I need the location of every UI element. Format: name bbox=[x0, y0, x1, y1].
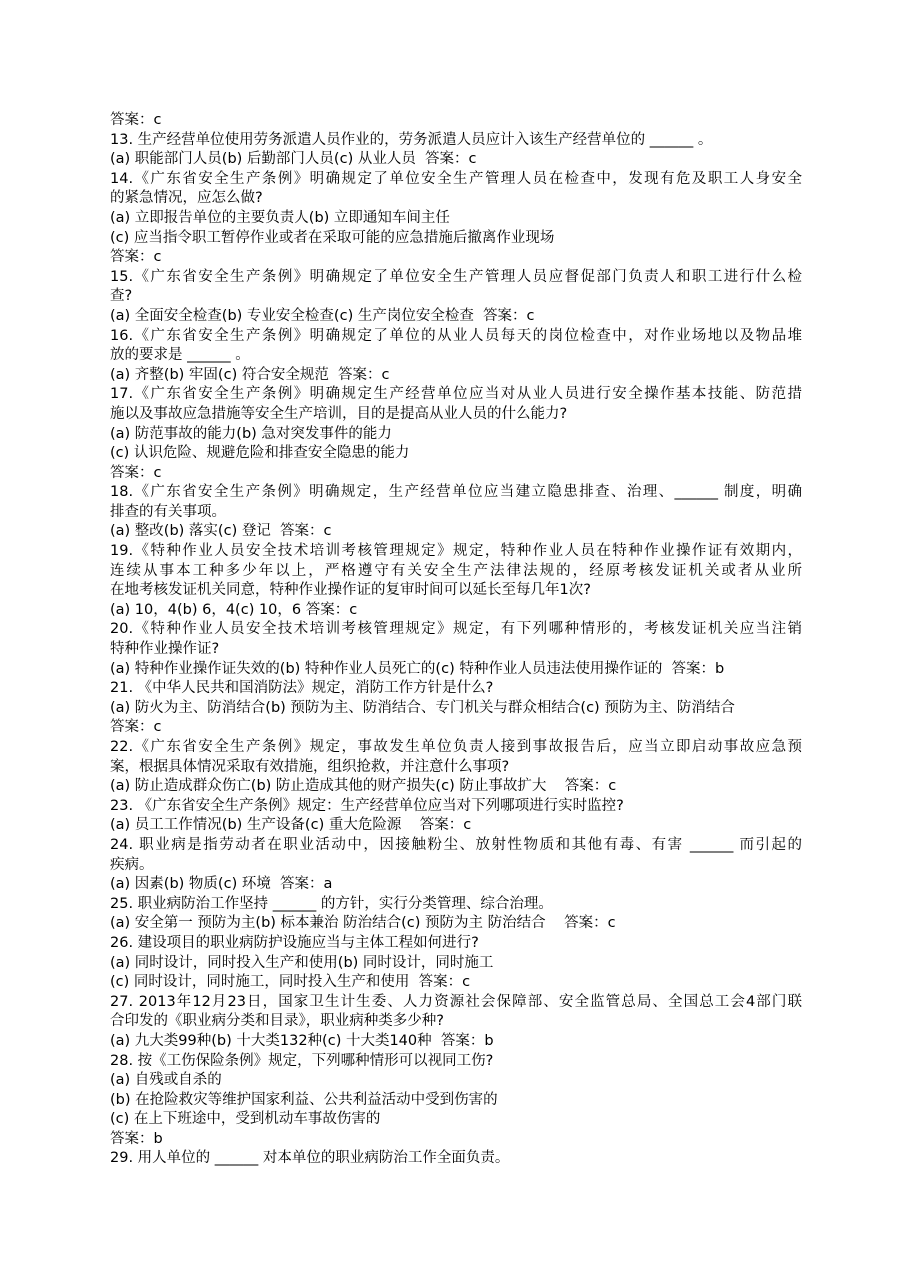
text-line: (c) 在上下班途中，受到机动车事故伤害的 bbox=[110, 1111, 381, 1128]
text-line: (a) 特种作业操作证失效的(b) 特种作业人员死亡的(c) 特种作业人员违法使用操作证的 答案：b bbox=[110, 660, 725, 677]
text-line: 22.《广东省安全生产条例》规定，事故发生单位负责人接到事故报告后，应当立即启动事故应急预 bbox=[110, 739, 802, 755]
text-line: 25. 职业病防治工作坚持 ______ 的方针，实行分类管理、综合治理。 bbox=[110, 895, 553, 912]
text-line: 13. 生产经营单位使用劳务派遣人员作业的，劳务派遣人员应计入该生产经营单位的 ______ 。 bbox=[110, 131, 713, 148]
text-line: 23. 《广东省安全生产条例》规定：生产经营单位应当对下列哪项进行实时监控? bbox=[110, 797, 624, 814]
text-line: (a) 因素(b) 物质(c) 环境 答案：a bbox=[110, 876, 333, 893]
text-line: (a) 员工工作情况(b) 生产设备(c) 重大危险源 答案：c bbox=[110, 817, 472, 834]
text-line: (a) 10，4(b) 6，4(c) 10，6 答案：c bbox=[110, 601, 358, 618]
text-line: 案，根据具体情况采取有效措施，组织抢救，并注意什么事项? bbox=[110, 758, 510, 775]
text-line: 的紧急情况，应怎么做? bbox=[110, 190, 263, 207]
text-line: (a) 防火为主、防消结合(b) 预防为主、防消结合、专门机关与群众相结合(c) 预防为主、防消结合 bbox=[110, 699, 735, 716]
text-line: 连续从事本工种多少年以上，严格遵守有关安全生产法律法规的，经原考核发证机关或者从业所 bbox=[110, 562, 802, 579]
text-line: 答案：b bbox=[110, 1130, 163, 1147]
text-line: 16.《广东省安全生产条例》明确规定了单位的从业人员每天的岗位检查中，对作业场地以及物品堆 bbox=[110, 327, 802, 344]
text-line: 疾病。 bbox=[110, 856, 154, 873]
text-line: 21. 《中华人民共和国消防法》规定，消防工作方针是什么? bbox=[110, 680, 494, 697]
text-line: 24. 职业病是指劳动者在职业活动中，因接触粉尘、放射性物质和其他有毒、有害 ______ 而引起的 bbox=[110, 836, 802, 853]
text-line: (b) 在抢险救灾等维护国家利益、公共利益活动中受到伤害的 bbox=[110, 1091, 498, 1108]
text-line: 15.《广东省安全生产条例》明确规定了单位安全生产管理人员应督促部门负责人和职工进行什么检 bbox=[110, 268, 802, 285]
text-line: 29. 用人单位的 ______ 对本单位的职业病防治工作全面负责。 bbox=[110, 1150, 510, 1167]
text-line: 查? bbox=[110, 288, 133, 305]
text-line: (c) 认识危险、规避危险和排查安全隐患的能力 bbox=[110, 445, 410, 462]
text-line: 答案：c bbox=[110, 112, 162, 128]
text-line: (c) 应当指令职工暂停作业或者在采取可能的应急措施后撤离作业现场 bbox=[110, 229, 555, 246]
text-line: 17.《广东省安全生产条例》明确规定生产经营单位应当对从业人员进行安全操作基本技能、防范措 bbox=[110, 386, 802, 403]
document-page bbox=[110, 111, 802, 1169]
text-line: 28. 按《工伤保险条例》规定，下列哪种情形可以视同工伤? bbox=[110, 1052, 494, 1069]
text-line: (a) 九大类99种(b) 十大类132种(c) 十大类140种 答案：b bbox=[110, 1032, 494, 1049]
text-line: 答案：c bbox=[110, 464, 162, 481]
text-line: (a) 同时设计，同时投入生产和使用(b) 同时设计，同时施工 bbox=[110, 954, 494, 971]
text-line: 放的要求是 ______ 。 bbox=[110, 347, 250, 364]
text-line: 排查的有关事项。 bbox=[110, 503, 226, 520]
text-line: 19.《特种作业人员安全技术培训考核管理规定》规定，特种作业人员在特种作业操作证有效期内， bbox=[110, 543, 802, 560]
text-line: (c) 同时设计，同时施工，同时投入生产和使用 答案：c bbox=[110, 974, 471, 991]
text-line: (a) 整改(b) 落实(c) 登记 答案：c bbox=[110, 523, 332, 540]
text-line: (a) 全面安全检查(b) 专业安全检查(c) 生产岗位安全检查 答案：c bbox=[110, 307, 535, 324]
text-line: 27. 2013年12月23日，国家卫生计生委、人力资源社会保障部、安全监管总局、全国总工会4部门联 bbox=[110, 993, 802, 1010]
text-line: 合印发的《职业病分类和目录》，职业病种类多少种? bbox=[110, 1013, 444, 1030]
text-line: (a) 安全第一 预防为主(b) 标本兼治 防治结合(c) 预防为主 防治结合 答案：c bbox=[110, 915, 616, 932]
text-line: 答案：c bbox=[110, 249, 162, 266]
text-line: 20.《特种作业人员安全技术培训考核管理规定》规定，有下列哪种情形的，考核发证机关应当注销 bbox=[110, 621, 802, 638]
text-line: 施以及事故应急措施等安全生产培训，目的是提高从业人员的什么能力? bbox=[110, 405, 568, 422]
text-line: (a) 齐整(b) 牢固(c) 符合安全规范 答案：c bbox=[110, 366, 390, 383]
text-line: (a) 防止造成群众伤亡(b) 防止造成其他的财产损失(c) 防止事故扩大 答案：c bbox=[110, 778, 617, 795]
text-line: 答案：c bbox=[110, 719, 162, 736]
text-line: 在地考核发证机关同意，特种作业操作证的复审时间可以延长至每几年1次? bbox=[110, 582, 591, 599]
text-line: (a) 职能部门人员(b) 后勤部门人员(c) 从业人员 答案：c bbox=[110, 151, 477, 168]
text-line: (a) 自残或自杀的 bbox=[110, 1072, 222, 1089]
text-line: 特种作业操作证? bbox=[110, 641, 220, 658]
text-line: 26. 建设项目的职业病防护设施应当与主体工程如何进行? bbox=[110, 934, 479, 951]
text-line: 14.《广东省安全生产条例》明确规定了单位安全生产管理人员在检查中，发现有危及职工人身安全 bbox=[110, 170, 802, 187]
text-line: (a) 防范事故的能力(b) 急对突发事件的能力 bbox=[110, 425, 392, 442]
text-line: 18.《广东省安全生产条例》明确规定，生产经营单位应当建立隐患排查、治理、______ 制度，明确 bbox=[110, 484, 802, 501]
text-line: (a) 立即报告单位的主要负责人(b) 立即通知车间主任 bbox=[110, 209, 450, 226]
